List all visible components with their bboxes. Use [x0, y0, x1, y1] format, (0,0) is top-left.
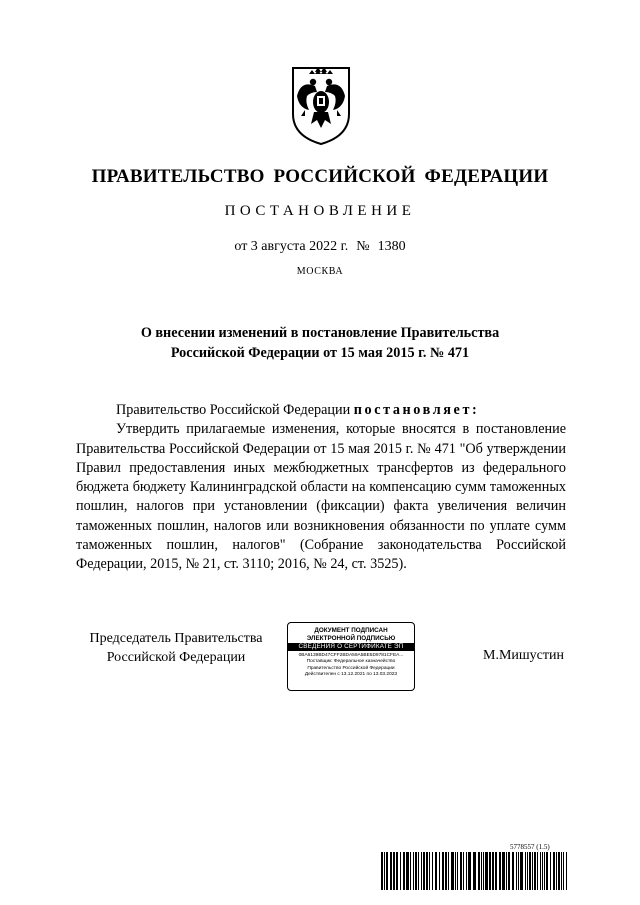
stamp-validity: Действителен с 13.12.2021 по 13.03.2023 — [304, 671, 398, 677]
intro-subject: Правительство Российской Федерации — [116, 402, 351, 418]
stamp-line-1: ДОКУМЕНТ ПОДПИСАН — [314, 627, 388, 634]
stamp-issuer-2: Правительство Российской Федерации — [307, 665, 395, 671]
subject-line-2: Российской Федерации от 15 мая 2015 г. № 471 — [170, 345, 470, 361]
document-number: 1380 — [377, 239, 406, 254]
document-date: от 3 августа 2022 г. — [234, 239, 349, 254]
document-body — [76, 401, 566, 575]
barcode-number: 5778557 (1.5) — [510, 843, 550, 851]
signer-title-line-1: Председатель Правительства — [89, 631, 263, 646]
stamp-issuer-1: Поставщик: Федеральное казначейство — [306, 659, 396, 665]
stamp-certificate: 0BA6139BD47CFF2BDA59A5BE5D9781CFEA... — [298, 653, 404, 658]
city: МОСКВА — [296, 266, 344, 277]
russian-coat-of-arms-icon — [287, 62, 355, 146]
date-number-line — [0, 239, 640, 255]
barcode — [381, 852, 569, 890]
document-subject — [100, 323, 540, 363]
main-paragraph: Утвердить прилагаемые изменения, которые вносятся в постановление Правительства Российской Федерации от 15 мая 2015 г. № 471 "Об утверждении Правил предоставления иных межбюджетных трансфертов из федерального бюджета бюджету Калининградской области на компенсацию сумм таможенных пошлин, налогов при установлении (фиксации) факта увеличения величин таможенных пошлин, налогов или возникновения обязанности по уплате сумм таможенных пошлин, налогов" (Собрание законодательства Российской Федерации, 2015, № 21, ст. 3110; 2016, № 24, ст. 3525). — [76, 421, 566, 573]
intro-verb: постановляет: — [353, 402, 480, 418]
intro-paragraph — [76, 401, 566, 420]
subject-line-1: О внесении изменений в постановление Правительства — [140, 325, 500, 341]
signer-title-line-2: Российской Федерации — [106, 650, 246, 665]
signer-name: М.Мишустин — [483, 648, 564, 663]
number-sign: № — [356, 239, 370, 254]
stamp-banner: СВЕДЕНИЯ О СЕРТИФИКАТЕ ЭП — [288, 643, 414, 651]
signer-title — [76, 629, 276, 667]
electronic-signature-stamp — [287, 622, 415, 691]
document-type: ПОСТАНОВЛЕНИЕ — [224, 203, 416, 219]
stamp-line-2: ЭЛЕКТРОННОЙ ПОДПИСЬЮ — [306, 634, 396, 642]
government-name: ПРАВИТЕЛЬСТВО РОССИЙСКОЙ ФЕДЕРАЦИИ — [91, 166, 549, 187]
